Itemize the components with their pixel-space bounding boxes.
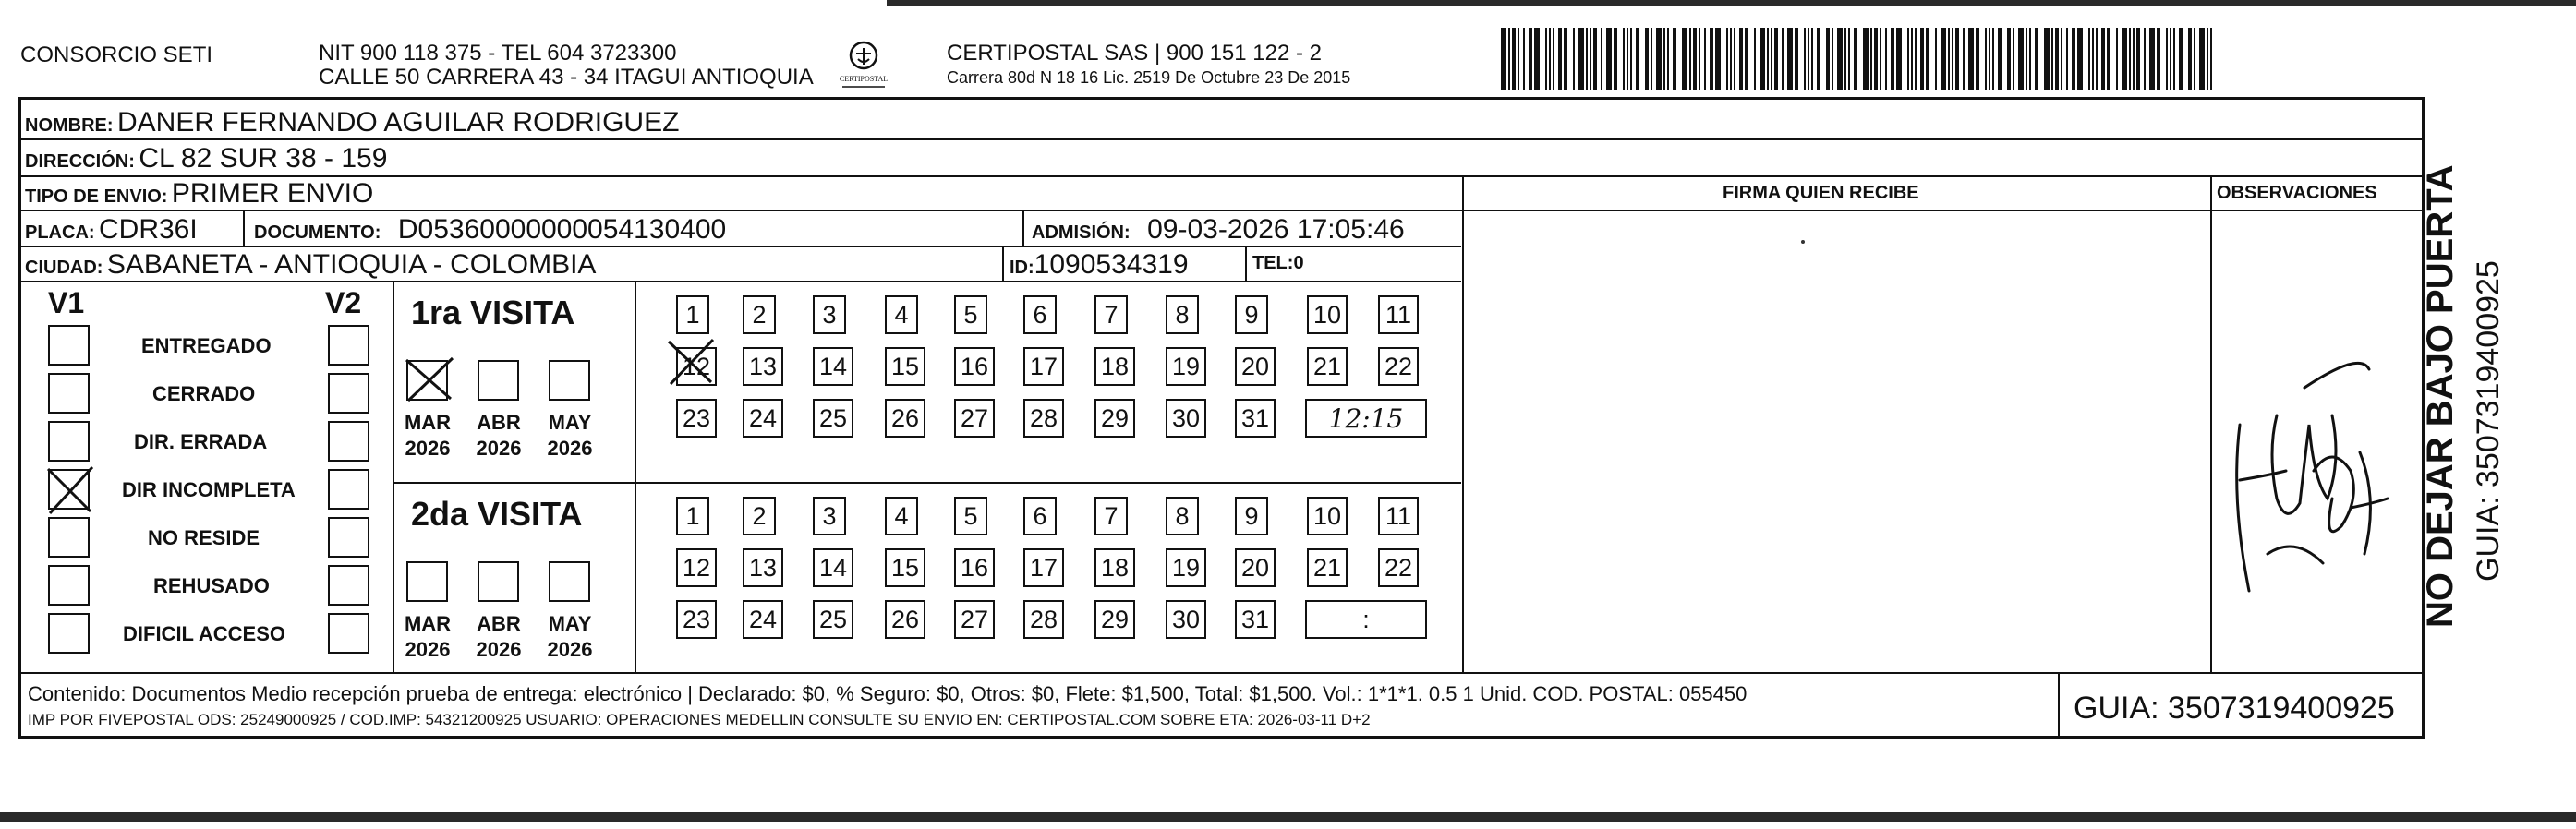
- day-box[interactable]: 14: [813, 548, 853, 587]
- v2-checkbox[interactable]: [328, 565, 369, 606]
- barcode-bar: [2166, 28, 2168, 90]
- barcode-bar: [2066, 28, 2068, 90]
- month-checkbox[interactable]: [478, 561, 519, 602]
- id-label: ID:: [1010, 258, 1034, 278]
- footer-guia: GUIA: 3507319400925: [2074, 691, 2395, 726]
- barcode-bar: [1656, 28, 1662, 90]
- tracking-barcode: [1501, 28, 2216, 90]
- barcode-bar: [1578, 28, 1584, 90]
- barcode-bar: [1715, 28, 1721, 90]
- barcode-bar: [1782, 28, 1784, 90]
- day-box[interactable]: 23: [676, 600, 717, 639]
- day-box[interactable]: 7: [1094, 295, 1128, 334]
- day-box[interactable]: 31: [1235, 399, 1276, 438]
- month-year: 2026: [547, 437, 593, 460]
- barcode-bar: [2173, 28, 2175, 90]
- barcode-bar: [1529, 28, 1532, 90]
- day-box[interactable]: 6: [1023, 497, 1057, 535]
- barcode-bar: [1518, 28, 1519, 90]
- barcode-bar: [2055, 28, 2059, 90]
- month-label: [395, 410, 460, 462]
- day-box[interactable]: 20: [1235, 548, 1276, 587]
- barcode-bar: [1926, 28, 1929, 90]
- barcode-bar: [1907, 28, 1909, 90]
- tel-value: 0: [1293, 253, 1304, 273]
- barcode-bar: [1601, 28, 1602, 90]
- barcode-bar: [1963, 28, 1965, 90]
- row-divider: [20, 138, 2422, 140]
- month-year: 2026: [547, 638, 593, 661]
- admision-value: 09-03-2026 17:05:46: [1147, 214, 1405, 245]
- barcode-bar: [1726, 28, 1728, 90]
- month-year: 2026: [405, 638, 451, 661]
- barcode-bar: [2122, 28, 2127, 90]
- day-box[interactable]: 9: [1235, 497, 1268, 535]
- day-box[interactable]: 13: [743, 548, 783, 587]
- delivery-card: [18, 97, 2425, 739]
- documento-label: DOCUMENTO:: [254, 222, 381, 243]
- day-box[interactable]: 29: [1094, 600, 1135, 639]
- barcode-bar: [1523, 28, 1525, 90]
- day-box[interactable]: 1: [676, 497, 709, 535]
- barcode-bar: [1534, 28, 1540, 90]
- barcode-bar: [2179, 28, 2183, 90]
- courier-name: CERTIPOSTAL SAS | 900 151 122 - 2: [947, 41, 1322, 66]
- barcode-bar: [1730, 28, 1732, 90]
- day-box[interactable]: 29: [1094, 399, 1135, 438]
- barcode-bar: [1870, 28, 1872, 90]
- day-box[interactable]: 18: [1094, 548, 1135, 587]
- barcode-bar: [1837, 28, 1843, 90]
- barcode-bar: [2129, 28, 2131, 90]
- barcode-bar: [2061, 28, 2062, 90]
- barcode-bar: [1693, 28, 1697, 90]
- day-box[interactable]: 3: [813, 497, 846, 535]
- month-checkbox[interactable]: [478, 360, 519, 401]
- barcode-bar: [2026, 28, 2027, 90]
- col-divider: [393, 281, 394, 672]
- barcode-bar: [1739, 28, 1743, 90]
- barcode-bar: [2133, 28, 2135, 90]
- handwritten-signature: [2212, 314, 2397, 609]
- stray-dot: [1801, 240, 1805, 244]
- barcode-bar: [1636, 28, 1639, 90]
- barcode-bar: [1911, 28, 1913, 90]
- day-box[interactable]: 5: [954, 295, 987, 334]
- month-name: ABR: [477, 612, 521, 635]
- day-box[interactable]: 28: [1023, 399, 1064, 438]
- month-year: 2026: [476, 638, 522, 661]
- month-year: 2026: [405, 437, 451, 460]
- barcode-bar: [1508, 28, 1510, 90]
- barcode-bar: [1992, 28, 1994, 90]
- id-value: 1090534319: [1034, 249, 1189, 280]
- v1-label: V1: [48, 286, 85, 319]
- day-box[interactable]: 21: [1307, 548, 1348, 587]
- tel-label: TEL:: [1252, 253, 1294, 273]
- status-reason-label: DIR. ERRADA: [134, 430, 268, 453]
- day-box[interactable]: 19: [1166, 548, 1206, 587]
- day-box[interactable]: 6: [1023, 295, 1057, 334]
- barcode-bar: [2170, 28, 2171, 90]
- ciudad-value: SABANETA - ANTIOQUIA - COLOMBIA: [106, 249, 597, 280]
- barcode-bar: [1832, 28, 1833, 90]
- barcode-bar: [1896, 28, 1902, 90]
- barcode-bar: [1854, 28, 1857, 90]
- v2-checkbox[interactable]: [328, 613, 369, 654]
- barcode-bar: [2116, 28, 2118, 90]
- tipo-envio-label: TIPO DE ENVIO:: [25, 186, 168, 207]
- month-label: [466, 410, 531, 462]
- barcode-bar: [2077, 28, 2083, 90]
- barcode-bar: [1553, 28, 1554, 90]
- barcode-bar: [1573, 28, 1575, 90]
- day-box[interactable]: 10: [1307, 497, 1348, 535]
- bottom-edge: [0, 812, 2576, 822]
- day-box[interactable]: 1: [676, 295, 709, 334]
- barcode-bar: [2144, 28, 2146, 90]
- row-divider: [20, 672, 2425, 674]
- no-dejar-bajo-puerta: NO DEJAR BAJO PUERTA: [2420, 164, 2461, 628]
- barcode-bar: [1745, 28, 1748, 90]
- barcode-bar: [2107, 28, 2110, 90]
- day-box[interactable]: 9: [1235, 295, 1268, 334]
- month-label: [466, 611, 531, 663]
- certipostal-logo: [831, 37, 896, 92]
- row-divider: [393, 482, 1461, 484]
- day-box[interactable]: 12: [676, 347, 717, 386]
- day-box[interactable]: 22: [1378, 548, 1419, 587]
- visit-1-title: 1ra VISITA: [411, 294, 575, 331]
- col-divider: [1002, 246, 1004, 281]
- day-box[interactable]: 10: [1307, 295, 1348, 334]
- barcode-bar: [1699, 28, 1700, 90]
- barcode-bar: [2092, 28, 2094, 90]
- barcode-bar: [1920, 28, 1924, 90]
- courier-license: Carrera 80d N 18 16 Lic. 2519 De Octubre 23 De 2015: [947, 68, 1351, 87]
- day-box[interactable]: 30: [1166, 600, 1206, 639]
- barcode-bar: [2199, 28, 2205, 90]
- admision-label: ADMISIÓN:: [1032, 222, 1131, 243]
- barcode-bar: [1586, 28, 1588, 90]
- barcode-bar: [1935, 28, 1937, 90]
- row-divider: [20, 281, 1461, 282]
- month-checkbox[interactable]: [406, 561, 448, 602]
- observaciones-header: OBSERVACIONES: [2217, 183, 2377, 203]
- documento-value: D05360000000054130400: [397, 214, 727, 245]
- v2-checkbox[interactable]: [328, 517, 369, 558]
- barcode-bar: [1948, 28, 1950, 90]
- month-name: MAY: [548, 612, 592, 635]
- barcode-bar: [2072, 28, 2075, 90]
- col-divider: [635, 281, 636, 672]
- top-edge: [887, 0, 2576, 6]
- barcode-bar: [1614, 28, 1617, 90]
- day-box[interactable]: 17: [1023, 347, 1064, 386]
- barcode-bar: [1848, 28, 1850, 90]
- barcode-bar: [1627, 28, 1628, 90]
- v2-checkbox[interactable]: [328, 373, 369, 414]
- barcode-bar: [2101, 28, 2105, 90]
- barcode-bar: [1817, 28, 1820, 90]
- direccion-value: CL 82 SUR 38 - 159: [139, 143, 388, 174]
- day-box[interactable]: 16: [954, 548, 995, 587]
- contenido-line: Contenido: Documentos Medio recepción prueba de entrega: electrónico | Declarado: $0, % Seguro: $0, Otros: $0, Flete: $1,500, Total: $1,500. Vol.: 1*1*1. 0.5 1 Unid. COD. POSTAL: 055450: [28, 682, 1748, 705]
- day-box[interactable]: 16: [954, 347, 995, 386]
- barcode-bar: [1989, 28, 1990, 90]
- v1-checkbox[interactable]: [48, 469, 90, 510]
- month-label: [538, 410, 602, 462]
- sender-nit: NIT 900 118 375 - TEL 604 3723300: [319, 41, 677, 66]
- barcode-bar: [1590, 28, 1591, 90]
- month-name: MAY: [548, 411, 592, 434]
- barcode-bar: [1754, 28, 1756, 90]
- barcode-bar: [1952, 28, 1953, 90]
- v2-label: V2: [325, 286, 362, 319]
- barcode-bar: [2194, 28, 2195, 90]
- nombre-value: DANER FERNANDO AGUILAR RODRIGUEZ: [117, 107, 680, 138]
- barcode-bar: [1682, 28, 1687, 90]
- day-box[interactable]: 27: [954, 600, 995, 639]
- day-box[interactable]: 17: [1023, 548, 1064, 587]
- barcode-bar: [1623, 28, 1625, 90]
- barcode-bar: [1593, 28, 1597, 90]
- status-reason-label: ENTREGADO: [141, 334, 272, 357]
- side-guia: GUIA: 3507319400925: [2471, 260, 2506, 582]
- col-divider: [1022, 210, 1024, 246]
- barcode-bar: [1630, 28, 1632, 90]
- day-box[interactable]: 2: [743, 497, 776, 535]
- row-divider: [20, 175, 2422, 177]
- day-box[interactable]: 24: [743, 600, 783, 639]
- day-box[interactable]: 8: [1166, 295, 1199, 334]
- day-box[interactable]: 25: [813, 399, 853, 438]
- day-box[interactable]: 7: [1094, 497, 1128, 535]
- day-box[interactable]: 21: [1307, 347, 1348, 386]
- sender-address: CALLE 50 CARRERA 43 - 34 ITAGUI ANTIOQUIA: [319, 65, 814, 90]
- barcode-bar: [1667, 28, 1669, 90]
- day-box[interactable]: 23: [676, 399, 717, 438]
- barcode-bar: [2207, 28, 2208, 90]
- barcode-bar: [1663, 28, 1665, 90]
- barcode-bar: [1651, 28, 1652, 90]
- barcode-bar: [1863, 28, 1869, 90]
- day-box[interactable]: 12: [676, 548, 717, 587]
- day-box[interactable]: 2: [743, 295, 776, 334]
- barcode-bar: [1512, 28, 1516, 90]
- barcode-bar: [1844, 28, 1846, 90]
- status-reason-label: REHUSADO: [153, 574, 270, 597]
- barcode-bar: [1968, 28, 1974, 90]
- firma-header: FIRMA QUIEN RECIBE: [1723, 183, 1919, 203]
- day-box[interactable]: 20: [1235, 347, 1276, 386]
- month-label: [395, 611, 460, 663]
- time-field[interactable]: :: [1305, 600, 1427, 639]
- col-divider: [2058, 672, 2060, 739]
- barcode-bar: [2007, 28, 2011, 90]
- barcode-bar: [1774, 28, 1778, 90]
- barcode-bar: [1558, 28, 1562, 90]
- barcode-bar: [1915, 28, 1917, 90]
- v1-checkbox[interactable]: [48, 517, 90, 558]
- v2-checkbox[interactable]: [328, 325, 369, 366]
- barcode-bar: [1985, 28, 1987, 90]
- barcode-bar: [2149, 28, 2155, 90]
- barcode-bar: [1501, 28, 1506, 90]
- day-box[interactable]: 26: [885, 600, 925, 639]
- barcode-bar: [2044, 28, 2050, 90]
- day-box[interactable]: 15: [885, 347, 925, 386]
- barcode-bar: [2188, 28, 2192, 90]
- v2-checkbox[interactable]: [328, 469, 369, 510]
- status-reason-label: DIFICIL ACCESO: [123, 622, 286, 645]
- barcode-bar: [1564, 28, 1567, 90]
- barcode-bar: [1955, 28, 1959, 90]
- barcode-bar: [1795, 28, 1798, 90]
- barcode-bar: [1811, 28, 1813, 90]
- barcode-bar: [2051, 28, 2053, 90]
- month-name: MAR: [404, 612, 452, 635]
- day-box[interactable]: 15: [885, 548, 925, 587]
- day-box[interactable]: 8: [1166, 497, 1199, 535]
- v1-checkbox[interactable]: [48, 613, 90, 654]
- barcode-bar: [2157, 28, 2160, 90]
- barcode-bar: [1710, 28, 1713, 90]
- barcode-bar: [1787, 28, 1793, 90]
- status-reason-label: NO RESIDE: [148, 526, 260, 549]
- barcode-bar: [2210, 28, 2212, 90]
- month-year: 2026: [476, 437, 522, 460]
- day-box[interactable]: 14: [813, 347, 853, 386]
- barcode-bar: [1767, 28, 1769, 90]
- imp-line: IMP POR FIVEPOSTAL ODS: 25249000925 / COD.IMP: 54321200925 USUARIO: OPERACIONES MEDELLIN CONSULTE SU ENVIO EN: CERTIPOSTAL.COM SOBRE ETA: 2026-03-11 D+2: [28, 711, 1371, 728]
- barcode-bar: [2013, 28, 2014, 90]
- month-checkbox[interactable]: [549, 561, 590, 602]
- month-name: ABR: [477, 411, 521, 434]
- day-box[interactable]: 26: [885, 399, 925, 438]
- ciudad-label: CIUDAD:: [25, 258, 103, 278]
- v1-checkbox[interactable]: [48, 325, 90, 366]
- day-box[interactable]: 25: [813, 600, 853, 639]
- v1-checkbox[interactable]: [48, 373, 90, 414]
- day-box[interactable]: 31: [1235, 600, 1276, 639]
- barcode-bar: [1673, 28, 1676, 90]
- placa-value: CDR36I: [99, 214, 198, 245]
- barcode-bar: [1891, 28, 1894, 90]
- barcode-bar: [1885, 28, 1887, 90]
- tipo-envio-value: PRIMER ENVIO: [171, 178, 374, 209]
- v2-checkbox[interactable]: [328, 421, 369, 462]
- status-reason-label: DIR INCOMPLETA: [122, 478, 296, 501]
- time-field[interactable]: 12:15: [1305, 399, 1427, 438]
- day-box[interactable]: 19: [1166, 347, 1206, 386]
- day-box[interactable]: 28: [1023, 600, 1064, 639]
- day-box[interactable]: 5: [954, 497, 987, 535]
- day-box[interactable]: 11: [1378, 295, 1419, 334]
- barcode-bar: [1976, 28, 1979, 90]
- barcode-bar: [2096, 28, 2098, 90]
- barcode-bar: [2018, 28, 2024, 90]
- v1-checkbox[interactable]: [48, 421, 90, 462]
- day-box[interactable]: 22: [1378, 347, 1419, 386]
- barcode-bar: [1874, 28, 1878, 90]
- direccion-label: DIRECCIÓN:: [25, 151, 135, 172]
- nombre-label: NOMBRE:: [25, 115, 114, 136]
- row-divider: [20, 210, 2425, 211]
- barcode-bar: [1808, 28, 1809, 90]
- col-divider: [243, 210, 245, 246]
- svg-text:CERTIPOSTAL: CERTIPOSTAL: [839, 75, 889, 83]
- day-box[interactable]: 13: [743, 347, 783, 386]
- barcode-bar: [1826, 28, 1830, 90]
- barcode-bar: [1545, 28, 1547, 90]
- day-box[interactable]: 11: [1378, 497, 1419, 535]
- barcode-bar: [2136, 28, 2140, 90]
- barcode-bar: [2029, 28, 2031, 90]
- barcode-bar: [1689, 28, 1691, 90]
- barcode-bar: [1760, 28, 1765, 90]
- visit-2-title: 2da VISITA: [411, 495, 583, 533]
- day-box[interactable]: 30: [1166, 399, 1206, 438]
- day-box[interactable]: 4: [885, 295, 918, 334]
- month-label: [538, 611, 602, 663]
- barcode-bar: [1880, 28, 1881, 90]
- month-checkbox[interactable]: [549, 360, 590, 401]
- barcode-bar: [2088, 28, 2090, 90]
- barcode-bar: [1645, 28, 1649, 90]
- status-reason-label: CERRADO: [152, 382, 256, 405]
- barcode-bar: [1549, 28, 1551, 90]
- barcode-bar: [1771, 28, 1772, 90]
- sender-name: CONSORCIO SETI: [20, 42, 213, 67]
- v1-checkbox[interactable]: [48, 565, 90, 606]
- day-box[interactable]: 3: [813, 295, 846, 334]
- barcode-bar: [1704, 28, 1706, 90]
- barcode-bar: [1804, 28, 1806, 90]
- col-divider: [1462, 175, 1464, 672]
- month-name: MAR: [404, 411, 452, 434]
- col-divider: [1245, 246, 1247, 281]
- barcode-bar: [1606, 28, 1612, 90]
- barcode-bar: [1941, 28, 1946, 90]
- barcode-bar: [2035, 28, 2038, 90]
- placa-label: PLACA:: [25, 222, 95, 243]
- month-checkbox[interactable]: [406, 360, 448, 401]
- barcode-bar: [1998, 28, 2002, 90]
- day-box[interactable]: 4: [885, 497, 918, 535]
- barcode-bar: [1734, 28, 1735, 90]
- day-box[interactable]: 27: [954, 399, 995, 438]
- day-box[interactable]: 24: [743, 399, 783, 438]
- day-box[interactable]: 18: [1094, 347, 1135, 386]
